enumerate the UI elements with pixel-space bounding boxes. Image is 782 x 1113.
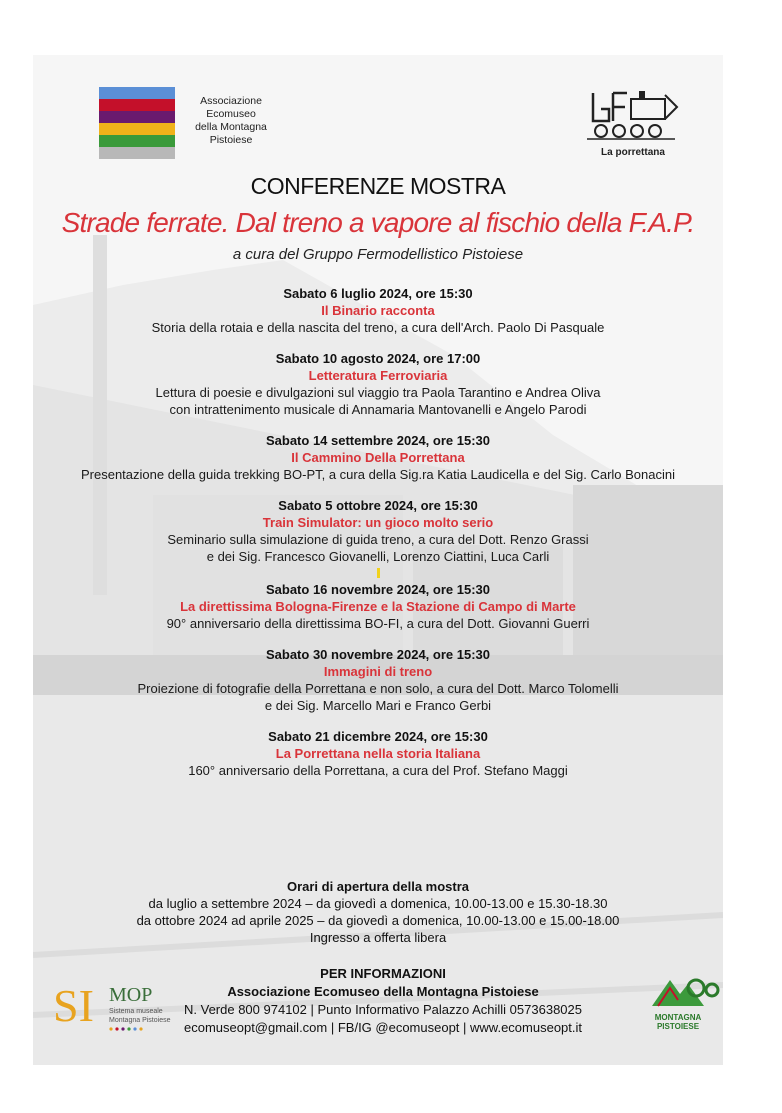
- curator-line: a cura del Gruppo Fermodellistico Pistoiese: [232, 246, 524, 263]
- color-stripe: [99, 135, 175, 147]
- event-item: [33, 497, 723, 565]
- color-stripe: [99, 147, 175, 159]
- exhibition-subtitle: Strade ferrate. Dal treno a vapore al fischio della F.A.P.: [61, 207, 695, 238]
- logo-line: Pistoiese: [209, 134, 253, 146]
- event-description: 90° anniversario della direttissima BO-FI, a cura del Dott. Giovanni Guerri: [166, 616, 590, 631]
- hours-line: da ottobre 2024 ad aprile 2025 – da giovedì a domenica, 10.00-13.00 e 15.00-18.00: [136, 913, 620, 928]
- event-title: Il Cammino Della Porrettana: [291, 450, 465, 465]
- yellow-marker: [377, 568, 380, 578]
- color-stripe: [99, 123, 175, 135]
- logo-line: Ecomuseo: [206, 108, 256, 120]
- events-list: [33, 285, 723, 793]
- event-description: Proiezione di fotografie della Porrettana e non solo, a cura del Dott. Marco Tolomelli: [137, 681, 619, 696]
- event-title: Immagini di treno: [323, 664, 433, 679]
- logo-line: della Montagna: [195, 121, 267, 133]
- event-description: Storia della rotaia e della nascita del treno, a cura dell'Arch. Paolo Di Pasquale: [151, 320, 605, 335]
- event-description: 160° anniversario della Porrettana, a cura del Prof. Stefano Maggi: [188, 763, 568, 778]
- info-heading: PER INFORMAZIONI: [320, 966, 446, 981]
- event-date: Sabato 5 ottobre 2024, ore 15:30: [278, 498, 478, 513]
- opening-hours: [33, 878, 723, 946]
- event-description: Seminario sulla simulazione di guida treno, a cura del Dott. Renzo Grassi: [167, 532, 589, 547]
- color-stripe: [99, 87, 175, 99]
- simop-name: MOP: [109, 984, 153, 1006]
- locomotive-icon: [583, 85, 683, 147]
- mp-line: MONTAGNA: [654, 1013, 702, 1022]
- event-title: La direttissima Bologna-Firenze e la Stazione di Campo di Marte: [180, 599, 576, 614]
- color-stripes: [99, 87, 175, 159]
- event-date: Sabato 30 novembre 2024, ore 15:30: [265, 647, 490, 662]
- info-phone: N. Verde 800 974102 | Punto Informativo Palazzo Achilli 0573638025: [184, 1002, 582, 1017]
- event-description: Lettura di poesie e divulgazioni sul viaggio tra Paola Tarantino e Andrea Oliva: [155, 385, 601, 400]
- porrettana-logo: [583, 85, 693, 161]
- admission-line: Ingresso a offerta libera: [309, 930, 447, 945]
- event-date: Sabato 10 agosto 2024, ore 17:00: [275, 351, 481, 366]
- porrettana-caption: La porrettana: [601, 147, 665, 158]
- event-date: Sabato 14 settembre 2024, ore 15:30: [265, 433, 490, 448]
- poster: [33, 55, 723, 1065]
- event-item: [33, 432, 723, 483]
- logo-line: Associazione: [200, 95, 262, 107]
- info-organization: Associazione Ecomuseo della Montagna Pistoiese: [227, 984, 539, 999]
- event-title: La Porrettana nella storia Italiana: [275, 746, 481, 761]
- montagna-pistoiese-logo: [648, 970, 723, 1050]
- info-web: ecomuseopt@gmail.com | FB/IG @ecomuseopt | www.ecomuseopt.it: [183, 1020, 583, 1035]
- ecomuseo-logo-text: [185, 95, 277, 147]
- event-item: [33, 581, 723, 632]
- event-item: [33, 646, 723, 714]
- event-item: [33, 350, 723, 418]
- simop-logo-graphic: [53, 977, 173, 1037]
- event-date: Sabato 6 luglio 2024, ore 15:30: [283, 286, 473, 301]
- contact-info: [163, 965, 603, 1037]
- event-item: [33, 728, 723, 779]
- color-stripe: [99, 99, 175, 111]
- simop-letters: SI: [53, 980, 94, 1031]
- ecomuseo-logo: [99, 87, 279, 159]
- simop-sub: Montagna Pistoiese: [109, 1017, 171, 1024]
- hours-line: da luglio a settembre 2024 – da giovedì a domenica, 10.00-13.00 e 15.30-18.30: [148, 896, 608, 911]
- event-title: Train Simulator: un gioco molto serio: [262, 515, 494, 530]
- mp-line: PISTOIESE: [656, 1022, 700, 1031]
- event-description: e dei Sig. Marcello Mari e Franco Gerbi: [264, 698, 492, 713]
- color-stripe: [99, 111, 175, 123]
- event-item: [33, 285, 723, 336]
- mountain-icon: [648, 970, 723, 1050]
- simop-sub: Sistema museale: [109, 1008, 163, 1015]
- event-title: Letteratura Ferroviaria: [308, 368, 448, 383]
- event-date: Sabato 21 dicembre 2024, ore 15:30: [268, 729, 488, 744]
- event-description: e dei Sig. Francesco Giovanelli, Lorenzo Ciattini, Luca Carli: [206, 549, 550, 564]
- event-date: Sabato 16 novembre 2024, ore 15:30: [265, 582, 490, 597]
- hours-heading: Orari di apertura della mostra: [286, 879, 470, 894]
- event-description: Presentazione della guida trekking BO-PT, a cura della Sig.ra Katia Laudicella e del Sig. Carlo Bonacini: [80, 467, 675, 482]
- event-description: con intrattenimento musicale di Annamaria Mantovanelli e Angelo Parodi: [169, 402, 587, 417]
- event-title: Il Binario racconta: [321, 303, 435, 318]
- page-title: CONFERENZE MOSTRA: [250, 173, 506, 199]
- simop-logo: [53, 977, 173, 1037]
